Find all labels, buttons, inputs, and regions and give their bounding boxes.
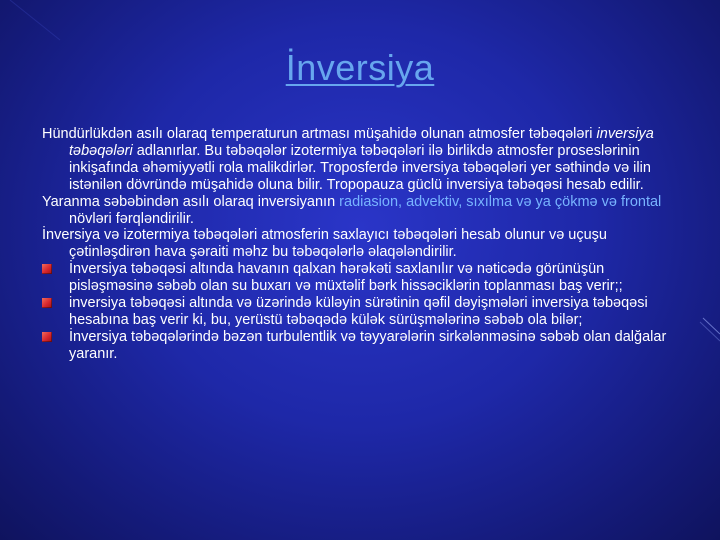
- paragraph-text: İnversiya və izotermiya təbəqələri atmosferin saxlayıcı təbəqələri hesab olunur və uçuşu çətinləşdirən hava şəraiti məhz bu təbəqələrlə əlaqələndirilir.: [42, 227, 607, 261]
- paragraph-text: növləri fərqləndirilir.: [69, 210, 194, 227]
- paragraph-text: Yaranma səbəbindən asılı olaraq inversiyanın: [42, 193, 340, 210]
- paragraph-text: adlanırlar. Bu təbəqələr izotermiya təbəqələri ilə birlikdə atmosfer proseslərinin inkişafında əhəmiyyətli rola malikdirlər. Troposferdə inversiya təbəqələri yer səthində və ilin istənilən dövründə müşahidə oluna bilir. Tropopauza güclü inversiya təbəqəsi hesab edilir.: [69, 142, 651, 193]
- bullet-item: [42, 329, 692, 363]
- bullet-text: inversiya təbəqəsi altında və üzərində küləyin sürətinin qəfil dəyişmələri inversiya təbəqəsi hesabına baş verir ki, bu, yerüstü təbəqədə külək sürüşmələrinə səbəb ola bilər;: [69, 295, 648, 328]
- slide-title: İnversiya: [285, 47, 435, 88]
- red-square-bullet-icon: [42, 264, 52, 274]
- bullet-item: [42, 295, 692, 329]
- red-square-bullet-icon: [42, 332, 52, 342]
- inversion-types-highlight: radiasion, advektiv, sıxılma və ya çökmə və frontal: [339, 193, 662, 210]
- term-inversion-layers: inversiya təbəqələri: [69, 126, 654, 159]
- slide-body: [42, 126, 692, 363]
- paragraph-definition: [42, 126, 692, 194]
- bullet-text: İnversiya təbəqəsi altında havanın qalxan hərəkəti saxlanılır və nəticədə görünüşün pisləşməsinə səbəb olan su buxarı və müxtəlif bərk hissəciklərin toplanması baş verir;;: [69, 261, 623, 295]
- paragraph-text: Hündürlükdən asılı olaraq temperaturun artması müşahidə olunan atmosfer təbəqələri: [42, 126, 597, 142]
- paragraph-types: [42, 194, 692, 228]
- paragraph-effects: [42, 227, 692, 261]
- red-square-bullet-icon: [42, 298, 52, 308]
- bullet-list: [42, 261, 692, 362]
- bullet-item: [42, 261, 692, 295]
- bullet-text: İnversiya təbəqələrində bəzən turbulentlik və təyyarələrin sirkələnməsinə səbəb olan dalğalar yaranır.: [69, 328, 667, 362]
